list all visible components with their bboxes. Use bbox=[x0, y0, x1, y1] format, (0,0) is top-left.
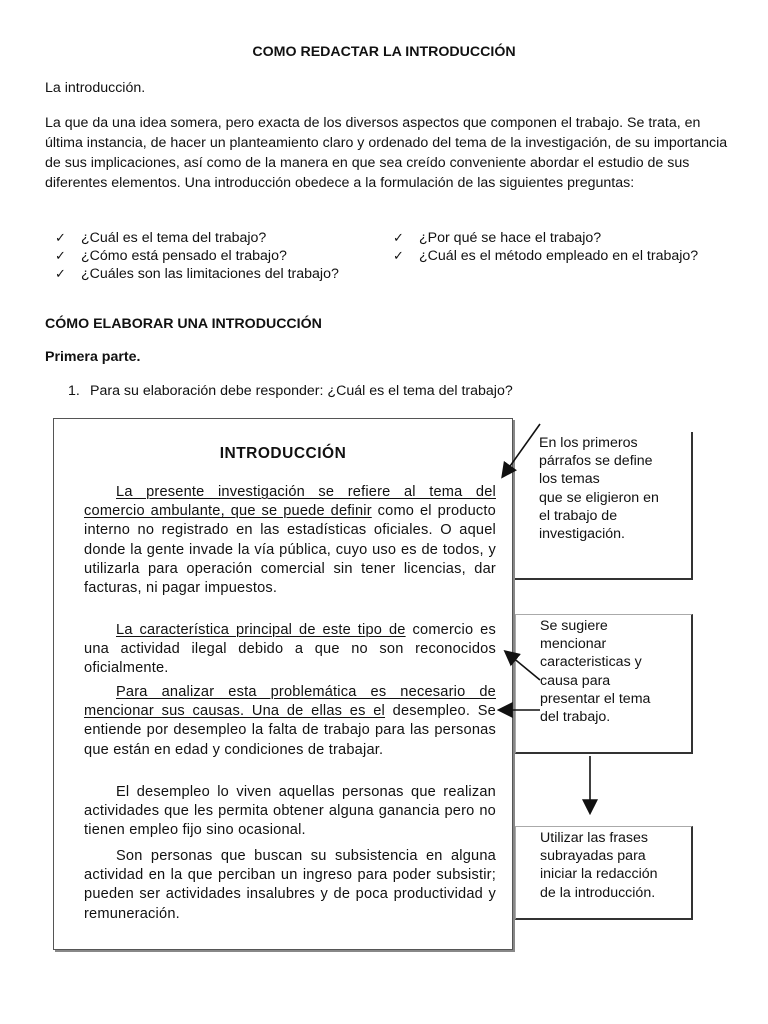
figure-paragraph-5: Son personas que buscan su subsistencia en alguna actividad en la que perciban un ingreso para poder subsistir; pueden ser actividades insalubres y de poca productividad y remuneración. bbox=[84, 848, 496, 922]
annotation-note-underlined: Utilizar las frases subrayadas para iniciar la redacción de la introducción. bbox=[515, 826, 693, 920]
figure-title: INTRODUCCIÓN bbox=[219, 445, 347, 462]
check-icon: ✓ bbox=[393, 230, 404, 245]
list-item: ✓ ¿Cómo está pensado el trabajo? bbox=[55, 248, 287, 264]
check-icon: ✓ bbox=[393, 248, 404, 263]
annotation-note-causes: Se sugiere mencionar caracteristicas y causa para presentar el tema del trabajo. bbox=[515, 614, 693, 754]
page-title: COMO REDACTAR LA INTRODUCCIÓN bbox=[252, 44, 516, 60]
check-icon: ✓ bbox=[55, 266, 66, 281]
figure-paragraph-1: La presente investigación se refiere al tema del comercio ambulante, que se puede definir como el producto interno no registrado en las estadísticas oficiales. O aquel donde la gente invade la vía pública, cuyo uso es de todos, y utilizarla para operación comercial sin tener licencias, dar facturas, ni pagar impuestos. bbox=[84, 484, 496, 597]
list-item: ✓ ¿Cuál es el tema del trabajo? bbox=[55, 230, 267, 246]
check-icon: ✓ bbox=[55, 248, 66, 263]
item-number: 1. bbox=[68, 383, 80, 399]
figure-paragraph-4: El desempleo lo viven aquellas personas que realizan actividades que les permita obtener alguna ganancia pero no tienen empleo fijo sino ocasional. bbox=[84, 784, 496, 839]
annotation-note-topics: En los primeros párrafos se define los temas que se eligieron en el trabajo de investigación. bbox=[515, 432, 693, 580]
figure-paragraph-2: La característica principal de este tipo de comercio es una actividad ilegal debido a que no son reconocidos oficialmente. bbox=[84, 622, 496, 677]
list-item: ✓ ¿Cuál es el método empleado en el trabajo? bbox=[393, 248, 699, 264]
subsection-heading: Primera parte. bbox=[45, 349, 141, 365]
arrow-to-second-paragraph bbox=[506, 652, 540, 680]
intro-label: La introducción. bbox=[45, 80, 146, 96]
arrow-to-first-paragraph bbox=[503, 424, 540, 476]
list-item: ✓ ¿Por qué se hace el trabajo? bbox=[393, 230, 602, 246]
figure-paragraph-3: Para analizar esta problemática es necesario de mencionar sus causas. Una de ellas es el desempleo. Se entiende por desempleo la falta de trabajo para las personas que están en edad y condiciones de trabajar. bbox=[84, 684, 496, 758]
section-heading: CÓMO ELABORAR UNA INTRODUCCIÓN bbox=[45, 316, 322, 332]
check-icon: ✓ bbox=[55, 230, 66, 245]
intro-paragraph: La que da una idea somera, pero exacta de los diversos aspectos que componen el trabajo. Se trata, en última instancia, de hacer un planteamiento claro y ordenado del tema de la investigación, de su importancia de sus implicaciones, así como de la manera en que sea creído conveniente abordar el estudio de sus diferentes elementos. Una introducción obedece a la formulación de las siguientes preguntas: bbox=[45, 115, 728, 191]
item-text: Para su elaboración debe responder: ¿Cuál es el tema del trabajo? bbox=[90, 383, 513, 399]
list-item: ✓ ¿Cuáles son las limitaciones del trabajo? bbox=[55, 266, 339, 282]
